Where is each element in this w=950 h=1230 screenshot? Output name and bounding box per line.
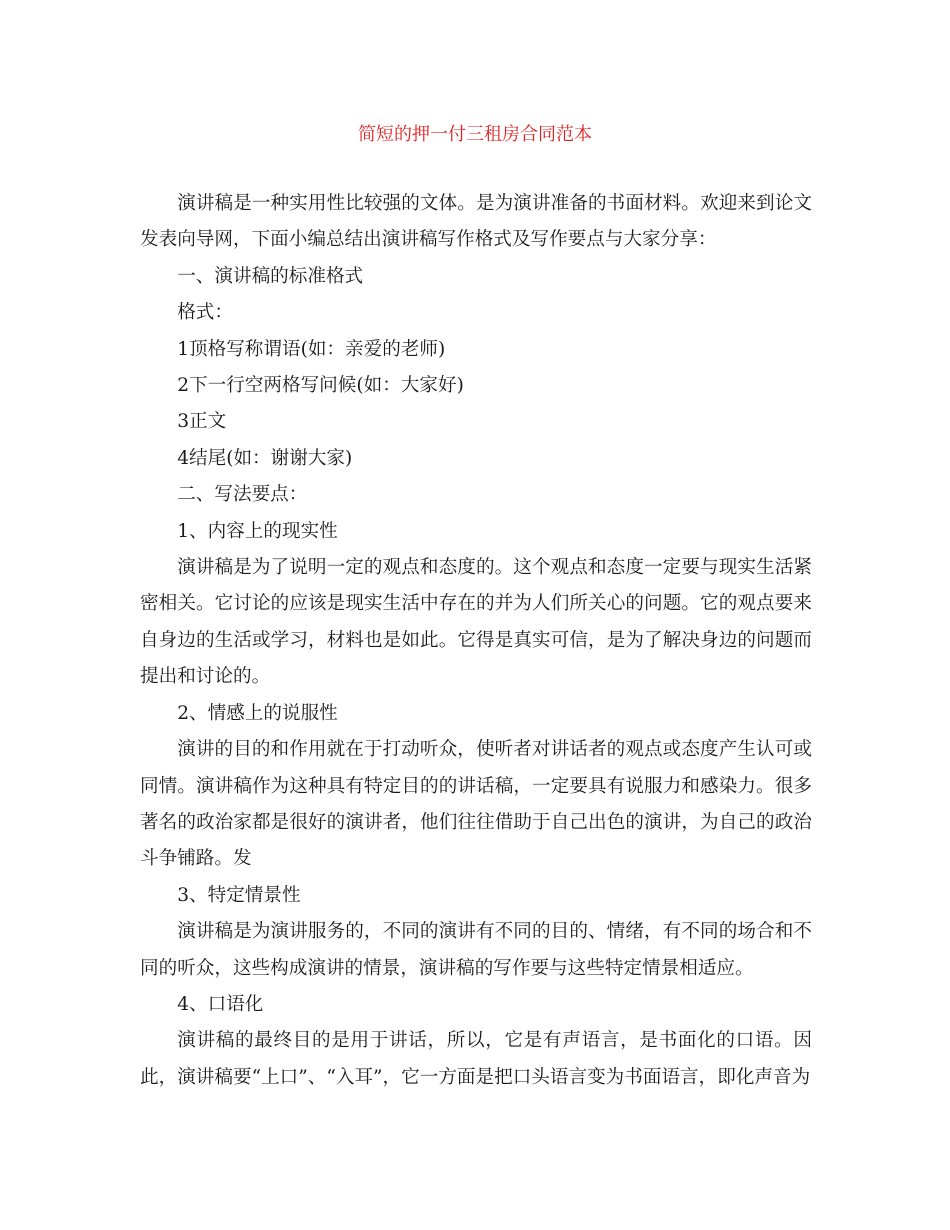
- format-item-2: 2下一行空两格写问候(如：大家好): [177, 375, 464, 397]
- subheading-situational: 3、特定情景性: [177, 884, 301, 906]
- label-format: 格式：: [177, 302, 233, 324]
- paragraph-colloquial: 演讲稿的最终目的是用于讲话，所以，它是有声语言，是书面化的口语。因此，演讲稿要“上口”、“入耳”，它一方面是把口头语言变为书面语言，即化声音为: [140, 1030, 812, 1088]
- subheading-reality: 1、内容上的现实性: [177, 520, 338, 542]
- format-item-1: 1顶格写称谓语(如：亲爱的老师): [177, 338, 446, 360]
- heading-writing-points: 二、写法要点：: [177, 484, 308, 506]
- heading-standard-format: 一、演讲稿的标准格式: [177, 265, 364, 287]
- paragraph-persuasion: 演讲的目的和作用就在于打动听众，使听者对讲话者的观点或态度产生认可或同情。演讲稿作为这种具有特定目的的讲话稿，一定要具有说服力和感染力。很多著名的政治家都是很好的演讲者，他们往往借助于自己出色的演讲，为自己的政治斗争铺路。发: [140, 739, 812, 870]
- document-title: 简短的押一付三租房合同范本: [358, 124, 592, 145]
- subheading-persuasion: 2、情感上的说服性: [177, 702, 338, 724]
- subheading-colloquial: 4、口语化: [177, 993, 264, 1015]
- document-body: [140, 186, 812, 1096]
- format-item-4: 4结尾(如：谢谢大家): [177, 447, 353, 469]
- paragraph-intro: 演讲稿是一种实用性比较强的文体。是为演讲准备的书面材料。欢迎来到论文发表向导网，下面小编总结出演讲稿写作格式及写作要点与大家分享：: [140, 193, 812, 251]
- format-item-3: 3正文: [177, 411, 227, 433]
- paragraph-situational: 演讲稿是为演讲服务的，不同的演讲有不同的目的、情绪，有不同的场合和不同的听众，这些构成演讲的情景，演讲稿的写作要与这些特定情景相适应。: [140, 921, 812, 979]
- paragraph-reality: 演讲稿是为了说明一定的观点和态度的。这个观点和态度一定要与现实生活紧密相关。它讨论的应该是现实生活中存在的并为人们所关心的问题。它的观点要来自身边的生活或学习，材料也是如此。它得是真实可信，是为了解决身边的问题而提出和讨论的。: [140, 557, 812, 688]
